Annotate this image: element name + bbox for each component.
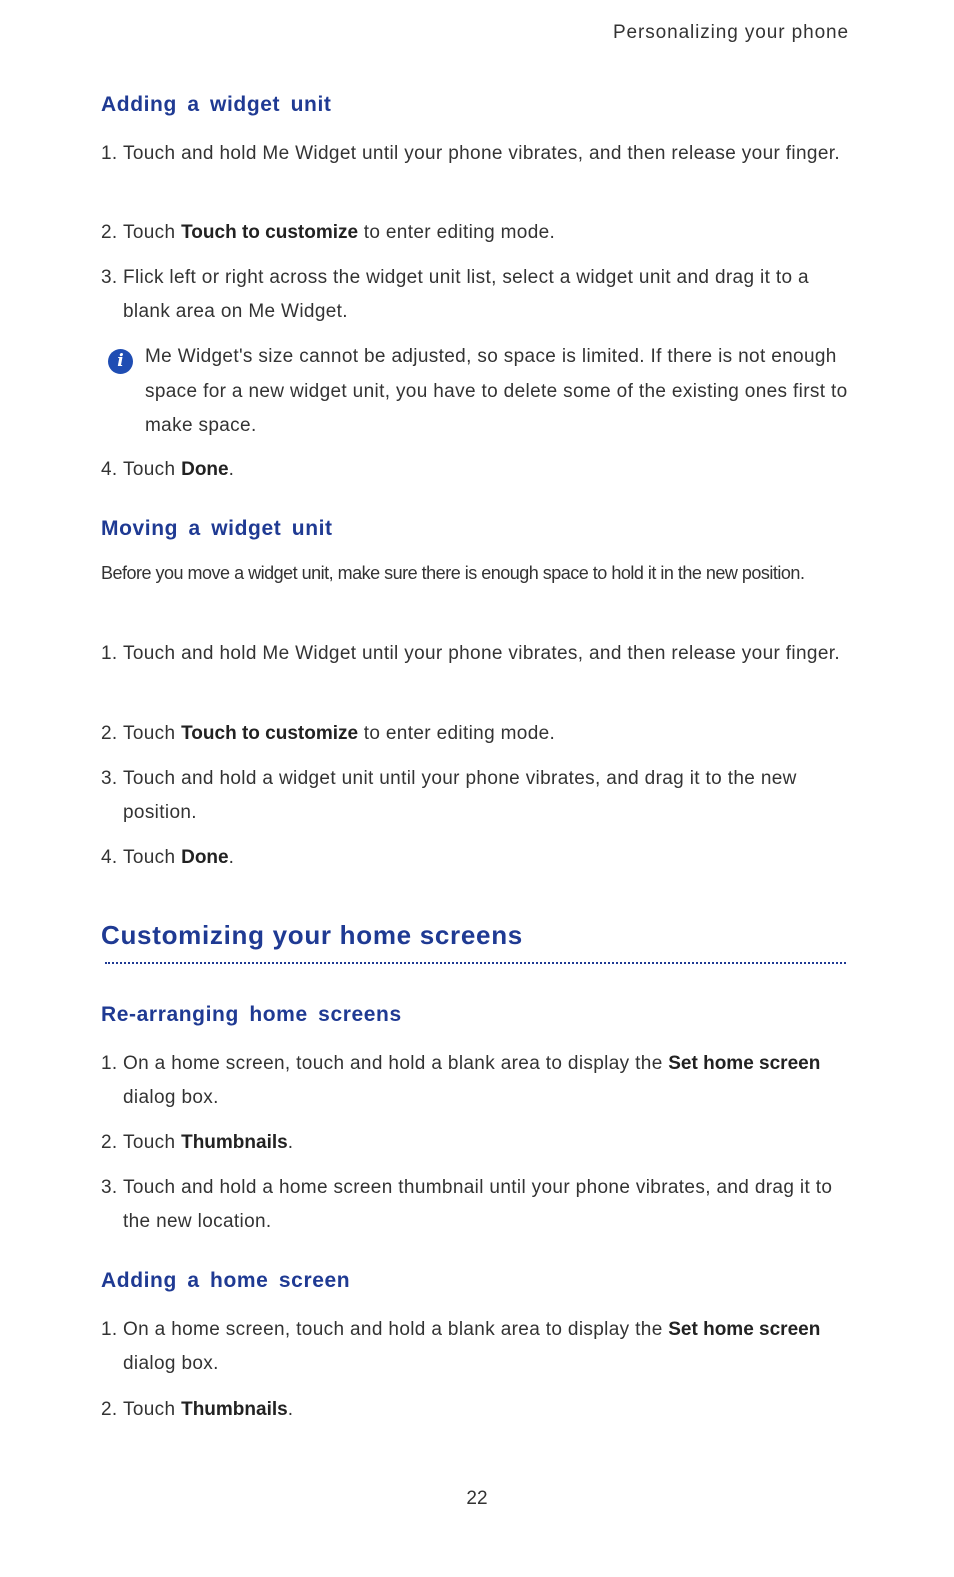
step-text: Flick left or right across the widget unit list, select a widget unit and drag it to a blank area on Me Widget. bbox=[123, 267, 809, 322]
step-item bbox=[101, 137, 851, 171]
step-text: Touch Touch to customize to enter editing mode. bbox=[123, 723, 556, 744]
step-item bbox=[101, 1047, 851, 1115]
step-text: Touch Thumbnails. bbox=[123, 1132, 294, 1153]
step-item bbox=[101, 216, 851, 250]
section-divider bbox=[105, 962, 846, 964]
info-note bbox=[108, 340, 853, 444]
step-number: 1. bbox=[101, 643, 118, 664]
step-text: Touch and hold a home screen thumbnail until your phone vibrates, and drag it to the new location. bbox=[123, 1177, 833, 1232]
step-text: On a home screen, touch and hold a blank area to display the Set home screen dialog box. bbox=[123, 1053, 821, 1108]
step-item bbox=[101, 1393, 851, 1427]
step-item bbox=[101, 1126, 851, 1160]
heading-adding-home-screen: Adding a home screen bbox=[101, 1269, 351, 1292]
step-number: 2. bbox=[101, 1132, 118, 1153]
ui-term-thumbnails: Thumbnails bbox=[181, 1399, 288, 1420]
ui-term-touch-to-customize: Touch to customize bbox=[181, 222, 359, 243]
ui-term-set-home-screen: Set home screen bbox=[668, 1319, 821, 1340]
ui-term-touch-to-customize: Touch to customize bbox=[181, 723, 359, 744]
heading-adding-widget-unit: Adding a widget unit bbox=[101, 93, 332, 116]
ui-term-done: Done bbox=[181, 847, 229, 868]
heading-moving-widget-unit: Moving a widget unit bbox=[101, 517, 333, 540]
step-number: 3. bbox=[101, 1177, 118, 1198]
step-number: 1. bbox=[101, 1319, 118, 1340]
step-item bbox=[101, 261, 851, 329]
step-text: Touch and hold Me Widget until your phone vibrates, and then release your finger. bbox=[123, 643, 840, 664]
intro-paragraph: Before you move a widget unit, make sure there is enough space to hold it in the new position. bbox=[101, 563, 805, 583]
step-number: 4. bbox=[101, 847, 118, 868]
step-item bbox=[101, 717, 851, 751]
note-text: Me Widget's size cannot be adjusted, so space is limited. If there is not enough space for a new widget unit, you have to delete some of the existing ones first to make space. bbox=[145, 346, 848, 436]
step-text: Touch Touch to customize to enter editing mode. bbox=[123, 222, 556, 243]
info-icon: i bbox=[108, 349, 133, 374]
section-heading-customizing: Customizing your home screens bbox=[101, 920, 523, 950]
ui-term-done: Done bbox=[181, 459, 229, 480]
ui-term-set-home-screen: Set home screen bbox=[668, 1053, 821, 1074]
step-item bbox=[101, 762, 851, 830]
step-number: 2. bbox=[101, 222, 118, 243]
step-number: 4. bbox=[101, 459, 118, 480]
step-text: Touch Done. bbox=[123, 459, 235, 480]
running-header: Personalizing your phone bbox=[612, 22, 849, 43]
page-number: 22 bbox=[466, 1488, 488, 1509]
ui-term-thumbnails: Thumbnails bbox=[181, 1132, 288, 1153]
step-item bbox=[101, 1313, 851, 1381]
step-item bbox=[101, 1171, 851, 1239]
step-item bbox=[101, 841, 851, 875]
heading-rearranging-home-screens: Re-arranging home screens bbox=[101, 1003, 402, 1026]
step-number: 2. bbox=[101, 1399, 118, 1420]
step-text: Touch Done. bbox=[123, 847, 235, 868]
step-number: 2. bbox=[101, 723, 118, 744]
step-text: Touch Thumbnails. bbox=[123, 1399, 294, 1420]
step-item bbox=[101, 637, 851, 671]
step-text: Touch and hold Me Widget until your phone vibrates, and then release your finger. bbox=[123, 143, 840, 164]
step-number: 3. bbox=[101, 768, 118, 789]
step-number: 1. bbox=[101, 143, 118, 164]
step-number: 3. bbox=[101, 267, 118, 288]
step-text: Touch and hold a widget unit until your phone vibrates, and drag it to the new position. bbox=[123, 768, 797, 823]
step-text: On a home screen, touch and hold a blank area to display the Set home screen dialog box. bbox=[123, 1319, 821, 1374]
step-item bbox=[101, 453, 851, 487]
step-number: 1. bbox=[101, 1053, 118, 1074]
